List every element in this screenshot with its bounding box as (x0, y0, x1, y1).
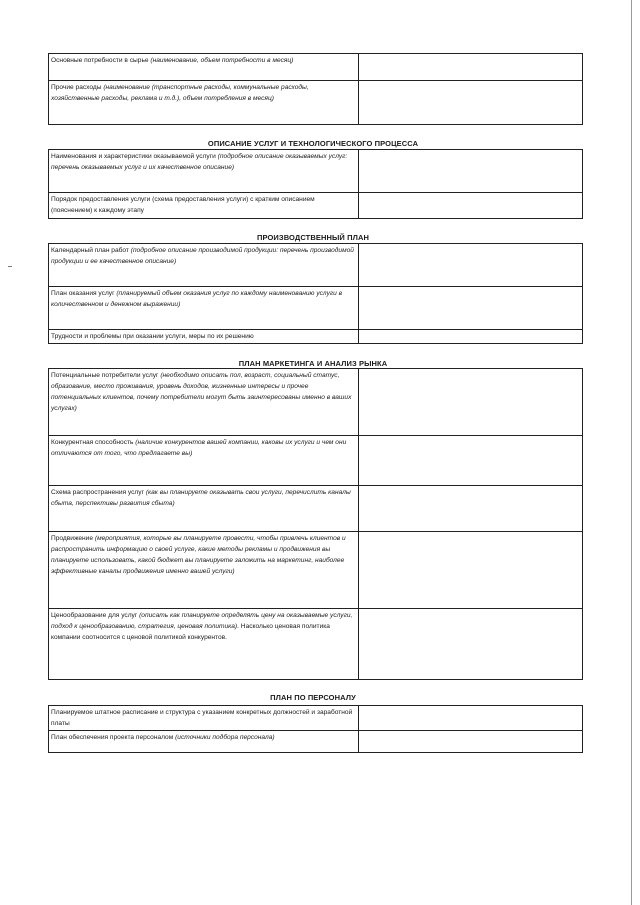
row-label (49, 609, 359, 680)
row-label (49, 244, 359, 287)
section-heading-production: ПРОИЗВОДСТВЕННЫЙ ПЛАН (257, 233, 369, 242)
table-row (49, 731, 583, 753)
production-table-block (48, 243, 578, 344)
row-note: (планируемый объем оказания услуг по каждому наименованию услуги в количественном и денежном выражении) (51, 290, 343, 308)
table-row (49, 330, 583, 344)
row-label (49, 706, 359, 731)
answer-cell[interactable] (359, 330, 583, 344)
answer-cell[interactable] (359, 731, 583, 753)
answer-cell[interactable] (359, 287, 583, 330)
resources-table-block (48, 53, 578, 125)
section-heading-services: ОПИСАНИЕ УСЛУГ И ТЕХНОЛОГИЧЕСКОГО ПРОЦЕССА (207, 139, 419, 148)
row-label-text: План оказания услуг (51, 290, 115, 297)
row-label-text: Наименования и характеристики оказываемой услуги (51, 153, 216, 160)
scan-mark (8, 266, 12, 267)
row-label (49, 532, 359, 609)
row-label (49, 330, 359, 344)
row-label (49, 436, 359, 486)
row-label-text: Ценообразование для услуг (51, 612, 138, 619)
answer-cell[interactable] (359, 193, 583, 219)
row-label-text: Календарный план работ (51, 247, 129, 254)
row-label-text: Схема распространения услуг (51, 489, 144, 496)
row-label-text: Основные потребности в сырье (51, 57, 149, 64)
scan-edge-line (631, 0, 632, 905)
row-note: (подробное описание оказываемых услуг: перечень оказываемых услуг и их качественное описание) (51, 153, 348, 171)
answer-cell[interactable] (359, 369, 583, 436)
row-note-tail: . Насколько ценовая политика компании соотносится с ценовой политикой конкурентов. (51, 623, 330, 641)
resources-table (48, 53, 583, 125)
row-label (49, 287, 359, 330)
row-note: (подробное описание производимой продукции: перечень производимой продукции и ее качественное описание) (51, 247, 354, 265)
section-heading-marketing: ПЛАН МАРКЕТИНГА И АНАЛИЗ РЫНКА (238, 359, 388, 368)
row-label (49, 486, 359, 532)
row-label (49, 150, 359, 193)
row-label-text: Порядок предоставления услуги (схема предоставления услуги) с кратким описанием (пояснением) к каждому этапу (51, 196, 315, 214)
answer-cell[interactable] (359, 532, 583, 609)
table-row (49, 54, 583, 81)
production-table (48, 243, 583, 344)
row-label-text: План обеспечения проекта персоналом (51, 734, 174, 741)
answer-cell[interactable] (359, 54, 583, 81)
answer-cell[interactable] (359, 706, 583, 731)
table-row (49, 193, 583, 219)
services-table (48, 149, 583, 219)
row-label (49, 731, 359, 753)
answer-cell[interactable] (359, 244, 583, 287)
row-label (49, 369, 359, 436)
answer-cell[interactable] (359, 150, 583, 193)
answer-cell[interactable] (359, 436, 583, 486)
row-label-text: Планируемое штатное расписание и структура с указанием конкретных должностей и заработной платы (51, 709, 353, 727)
section-heading-personnel: ПЛАН ПО ПЕРСОНАЛУ (270, 693, 356, 702)
row-label (49, 193, 359, 219)
row-note: (источники подбора персонала) (175, 734, 275, 741)
table-row (49, 609, 583, 680)
row-note: (необходимо описать пол, возраст, социальный статус, образование, место проживания, уровень доходов, жизненные интересы и прочее потенциальных клиентов, почему потребители могут быть заинтересованы именно в ваших услугах) (51, 372, 352, 412)
row-label-text: Конкурентная способность (51, 439, 134, 446)
table-row (49, 532, 583, 609)
personnel-table-block (48, 705, 578, 753)
row-label-text: Прочие расходы (51, 84, 102, 91)
row-label-text: Продвижение (51, 535, 94, 542)
table-row (49, 244, 583, 287)
table-row (49, 150, 583, 193)
table-row (49, 81, 583, 125)
answer-cell[interactable] (359, 486, 583, 532)
row-note: (наличие конкурентов вашей компании, каковы их услуги и чем они отличаются от того, что предлагаете вы) (51, 439, 347, 457)
row-note: (описать как планируете определять цену на оказываемые услуги, подход к ценообразованию, стратегия, ценовая политика) (51, 612, 353, 630)
row-label-text: Трудности и проблемы при оказании услуги, меры по их решению (51, 333, 254, 340)
answer-cell[interactable] (359, 609, 583, 680)
personnel-table (48, 705, 583, 753)
row-label-text: Потенциальные потребители услуг (51, 372, 159, 379)
marketing-table-block (48, 368, 578, 680)
table-row (49, 436, 583, 486)
row-note: (наименование (транспортные расходы, коммунальные расходы, хозяйственные расходы, реклама и т.д.), объем потребления в месяц) (51, 84, 309, 102)
table-row (49, 486, 583, 532)
row-label (49, 54, 359, 81)
row-note: (мероприятия, которые вы планируете провести, чтобы привлечь клиентов и распространить информацию о своей услуге, какие методы рекламы и продвижения вы планируете использовать, какой бюджет вы планируете заложить на маркетинг, наиболее эффективные каналы продвижения именно вашей услуги) (51, 535, 346, 575)
marketing-table (48, 368, 583, 680)
row-note: (наименование, объем потребности в месяц) (150, 57, 294, 64)
row-label (49, 81, 359, 125)
answer-cell[interactable] (359, 81, 583, 125)
row-note: (как вы планируете оказывать свои услуги, перечислить каналы сбыта, перспективы развития сбыта) (51, 489, 351, 507)
table-row (49, 706, 583, 731)
table-row (49, 287, 583, 330)
table-row (49, 369, 583, 436)
services-table-block (48, 149, 578, 219)
